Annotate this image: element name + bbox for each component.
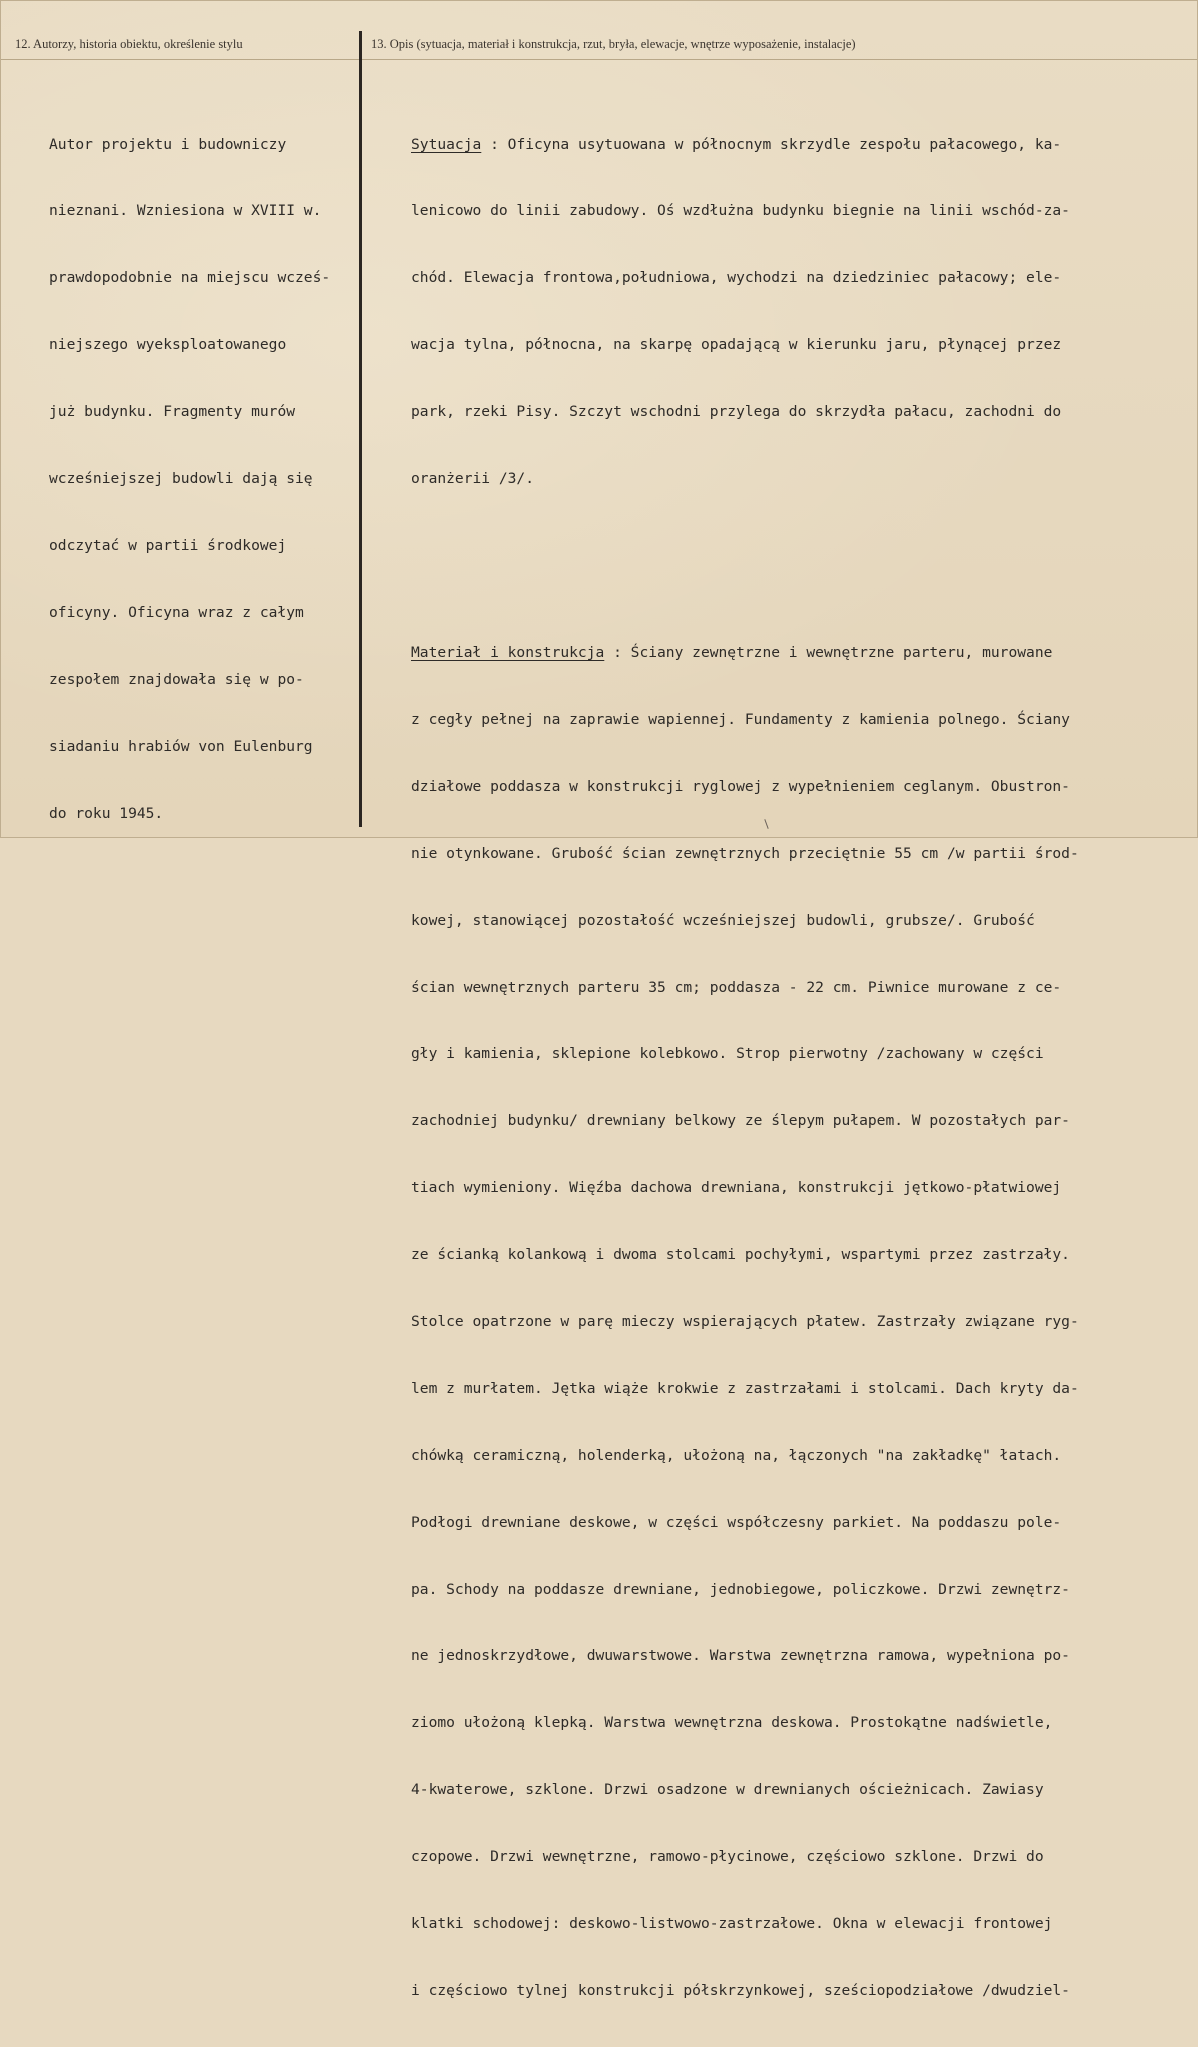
situation-first-line	[411, 134, 1191, 156]
text-line: park, rzeki Pisy. Szczyt wschodni przylega do skrzydła pałacu, zachodni do	[411, 403, 1062, 421]
text-line: już budynku. Fragmenty murów	[49, 403, 296, 421]
text-line: klatki schodowej: deskowo-listwowo-zastrzałowe. Okna w elewacji frontowej	[411, 1915, 1053, 1933]
material-heading: Materiał i konstrukcja	[411, 644, 605, 662]
text-line: lenicowo do linii zabudowy. Oś wzdłużna budynku biegnie na linii wschód-za-	[411, 202, 1070, 220]
material-first-line	[411, 642, 1191, 664]
header-authors: 12. Autorzy, historia obiektu, określenie stylu	[15, 37, 243, 51]
text-line: oranżerii /3/.	[411, 470, 535, 488]
text-line: ze ścianką kolankową i dwoma stolcami pochyłymi, wspartymi przez zastrzały.	[411, 1246, 1070, 1264]
text-line: wacja tylna, północna, na skarpę opadającą w kierunku jaru, płynącej przez	[411, 336, 1062, 354]
description-text	[411, 89, 1191, 2047]
text-line: gły i kamienia, sklepione kolebkowo. Strop pierwotny /zachowany w części	[411, 1045, 1044, 1063]
text-line: ziomo ułożoną klepką. Warstwa wewnętrzna deskowa. Prostokątne nadświetle,	[411, 1714, 1053, 1732]
text-line: chówką ceramiczną, holenderką, ułożoną na, łączonych "na zakładkę" łatach.	[411, 1446, 1062, 1464]
text-line: Podłogi drewniane deskowe, w części współczesny parkiet. Na poddaszu pole-	[411, 1513, 1062, 1531]
text-line: odczytać w partii środkowej	[49, 536, 287, 554]
text-line: zespołem znajdowała się w po-	[49, 670, 304, 688]
text-line: : Oficyna usytuowana w północnym skrzydle zespołu pałacowego, ka-	[481, 135, 1062, 153]
text-line: z cegły pełnej na zaprawie wapiennej. Fundamenty z kamienia polnego. Ściany	[411, 711, 1070, 729]
authors-history-text	[49, 89, 369, 869]
text-line: Stolce opatrzone w parę mieczy wspierających płatew. Zastrzały związane ryg-	[411, 1313, 1079, 1331]
text-line: chód. Elewacja frontowa,południowa, wychodzi na dziedziniec pałacowy; ele-	[411, 269, 1062, 287]
text-line: nie otynkowane. Grubość ścian zewnętrznych przeciętnie 55 cm /w partii środ-	[411, 844, 1079, 862]
text-line: : Ściany zewnętrzne i wewnętrzne parteru, murowane	[604, 644, 1053, 662]
text-line: wcześniejszej budowli dają się	[49, 470, 313, 488]
text-line: nieznani. Wzniesiona w XVIII w.	[49, 202, 322, 220]
text-line: ne jednoskrzydłowe, dwuwarstwowe. Warstwa zewnętrzna ramowa, wypełniona po-	[411, 1647, 1070, 1665]
text-line: lem z murłatem. Jętka wiąże krokwie z zastrzałami i stolcami. Dach kryty da-	[411, 1379, 1079, 1397]
situation-heading: Sytuacja	[411, 135, 482, 153]
text-line: i częściowo tylnej konstrukcji półskrzynkowej, sześciopodziałowe /dwudziel-	[411, 1981, 1070, 1999]
text-line: ścian wewnętrznych parteru 35 cm; poddasza - 22 cm. Piwnice murowane z ce-	[411, 978, 1062, 996]
text-line: siadaniu hrabiów von Eulenburg	[49, 737, 313, 755]
text-line: czopowe. Drzwi wewnętrzne, ramowo-płycinowe, częściowo szklone. Drzwi do	[411, 1848, 1044, 1866]
text-line: tiach wymieniony. Więźba dachowa drewniana, konstrukcji jętkowo-płatwiowej	[411, 1179, 1062, 1197]
text-line: Autor projektu i budowniczy	[49, 135, 287, 153]
text-line: zachodniej budynku/ drewniany belkowy ze ślepym pułapem. W pozostałych par-	[411, 1112, 1070, 1130]
text-line: pa. Schody na poddasze drewniane, jednobiegowe, policzkowe. Drzwi zewnętrz-	[411, 1580, 1070, 1598]
text-line: kowej, stanowiącej pozostałość wcześniejszej budowli, grubsze/. Grubość	[411, 911, 1035, 929]
text-line: prawdopodobnie na miejscu wcześ-	[49, 269, 331, 287]
header-rule	[1, 59, 1197, 60]
text-line: do roku 1945.	[49, 804, 164, 822]
text-line: oficyny. Oficyna wraz z całym	[49, 603, 304, 621]
text-line: 4-kwaterowe, szklone. Drzwi osadzone w drewnianych ościeżnicach. Zawiasy	[411, 1781, 1044, 1799]
text-line: działowe poddasza w konstrukcji ryglowej z wypełnieniem ceglanym. Obustron-	[411, 777, 1070, 795]
paragraph-gap	[411, 557, 1191, 575]
text-line: niejszego wyeksploatowanego	[49, 336, 287, 354]
header-description: 13. Opis (sytuacja, materiał i konstrukcja, rzut, bryła, elewacje, wnętrze wyposażenie, instalacje)	[371, 37, 856, 51]
